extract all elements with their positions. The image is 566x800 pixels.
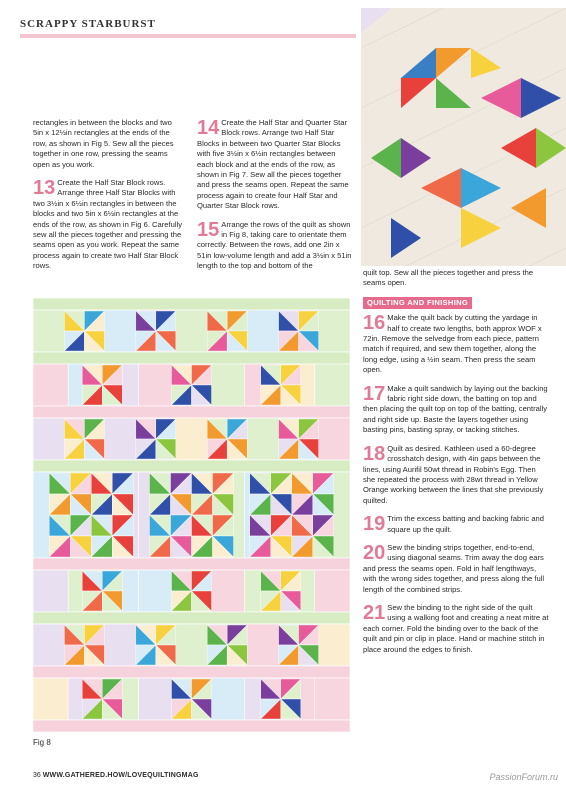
step-text: Sew the binding to the right side of the quilt using a walking foot and creating a neat mitre at each corner. Fold the binding over to the back of the quilt and pin or clip in place. Hand or machine stitch in place around the edges to finish.	[363, 602, 549, 654]
sashing-cell	[315, 570, 350, 612]
border-strip	[33, 298, 350, 310]
step-text: Make a quilt sandwich by laying out the backing fabric right side down, the batting on top and then placing the quilt top on top of the batting, centrally and right side up. Baste the layers together using basting pins, basting spray, or tacking stitches.	[363, 383, 548, 435]
sashing-cell	[315, 364, 350, 406]
sashing-cell	[103, 418, 138, 460]
sashing-cell	[174, 310, 209, 352]
sashing-cell	[139, 364, 174, 406]
step-number: 15	[197, 218, 220, 241]
sashing-cell	[103, 624, 138, 666]
sashing-cell	[33, 678, 68, 720]
sashing-cell	[103, 310, 138, 352]
running-header: SCRAPPY STARBURST	[20, 18, 156, 30]
step-14	[197, 118, 352, 212]
figure-caption: Fig 8	[33, 738, 51, 747]
sashing-cell	[244, 310, 279, 352]
sashing-cell	[315, 310, 350, 352]
sashing-cell	[315, 678, 350, 720]
sashing-strip	[33, 558, 350, 570]
border-strip	[33, 720, 350, 732]
quilt-diagram-svg	[33, 298, 350, 732]
page-number: 36	[33, 772, 41, 779]
quilt-photo	[361, 8, 566, 266]
sashing-cell	[315, 418, 350, 460]
step-text: Sew the binding strips together, end-to-end, using diagonal seams. Trim away the dog ears and press the seams open. Fold in half lengthways, with the wrong sides together, and press along the full length of the combined strips.	[363, 542, 545, 594]
step-number: 20	[363, 541, 386, 564]
step-text: Make the quilt back by cutting the yardage in half to create two lengths, both approx WOF x 72in. Remove the selvedge from each piece, pattern match if required, and sew them together, along the long edge, using a ½in seam. Then press the seam open.	[363, 313, 542, 375]
text-column-3	[363, 268, 549, 663]
sashing-cell	[33, 418, 68, 460]
sashing-strip	[33, 406, 350, 418]
step-20	[363, 543, 549, 595]
step-16	[363, 313, 549, 375]
sashing-cell	[209, 570, 244, 612]
col3-intro: quilt top. Sew all the pieces together and press the seams open.	[363, 268, 534, 288]
sashing-cell	[139, 570, 174, 612]
step-number: 13	[33, 177, 56, 200]
text-column-1	[33, 118, 183, 280]
step-text: rectangles in between the blocks and two 5in x 12½in rectangles at the ends of the row, as shown in Fig 5. Sew all the pieces together in one row, pressing the seams open as you work.	[33, 118, 174, 169]
sashing-strip	[33, 612, 350, 624]
sashing-strip	[33, 460, 350, 472]
sashing-cell	[174, 418, 209, 460]
step-17	[363, 384, 549, 436]
step-number: 18	[363, 442, 386, 465]
sashing-cell	[244, 418, 279, 460]
sashing-cell	[139, 678, 174, 720]
step-number: 16	[363, 312, 386, 335]
step-19	[363, 514, 549, 535]
step-15	[197, 220, 352, 272]
text-column-2	[197, 118, 352, 280]
footer-url: WWW.GATHERED.HOW/LOVEQUILTINGMAG	[42, 772, 199, 779]
header-rule	[20, 34, 356, 38]
step-number: 21	[363, 601, 386, 624]
quilt-diagram	[33, 298, 350, 732]
step-text: Create the Half Star Block rows. Arrange three Half Star Blocks with two 3½in x 6½in rectangles in between the blocks and two 5in x 6½in rectangles at the ends of the row, as shown in Fig 6. Carefully sew all the pieces together and pressing the seams open as you work. Repeat the same process again to create two Half Star Block rows.	[33, 178, 182, 271]
step-text: Create the Half Star and Quarter Star Block rows. Arrange two Half Star Blocks in between two Quarter Star Blocks with five 3½in x 6½in rectangles between each block and at the ends of the row, as shown in Fig 7. Sew all the pieces together and press the seams open. Repeat the same process again to create four Half Star and Quarter Star Block rows.	[197, 118, 349, 211]
sashing-strip	[33, 352, 350, 364]
sashing-cell	[315, 624, 350, 666]
step-13	[33, 178, 183, 272]
sashing-cell	[33, 570, 68, 612]
page-footer	[33, 772, 199, 779]
sashing-cell	[209, 678, 244, 720]
sashing-cell	[33, 310, 68, 352]
section-heading: QUILTING AND FINISHING	[363, 297, 472, 309]
quilt-photo-image	[361, 8, 566, 266]
sashing-cell	[174, 624, 209, 666]
step-text: Trim the excess batting and backing fabric and square up the quilt.	[387, 514, 544, 534]
step-18	[363, 444, 549, 506]
sashing-cell	[33, 364, 68, 406]
sashing-strip	[33, 666, 350, 678]
sashing-cell	[209, 364, 244, 406]
step-text: Quilt as desired. Kathleen used a 60-degree crosshatch design, with 4in gaps between the lines, using Aurifil 50wt thread in Robin's Egg. Then she repeated the process with 28wt thread in Yellow Orange working between the lines that she previously quilted.	[363, 443, 544, 505]
sashing-cell	[33, 624, 68, 666]
step-number: 14	[197, 117, 220, 139]
step-21	[363, 603, 549, 655]
watermark: PassionForum.ru	[489, 772, 558, 782]
step-cont	[33, 118, 183, 170]
step-number: 17	[363, 382, 386, 405]
step-text: Arrange the rows of the quilt as shown in Fig 8, taking care to orientate them correctly. Between the rows, add one 2in x 51in low-volume length and add a 3½in x 51in length to the top and bottom of the	[197, 219, 352, 271]
step-number: 19	[363, 513, 386, 536]
sashing-cell	[244, 624, 279, 666]
